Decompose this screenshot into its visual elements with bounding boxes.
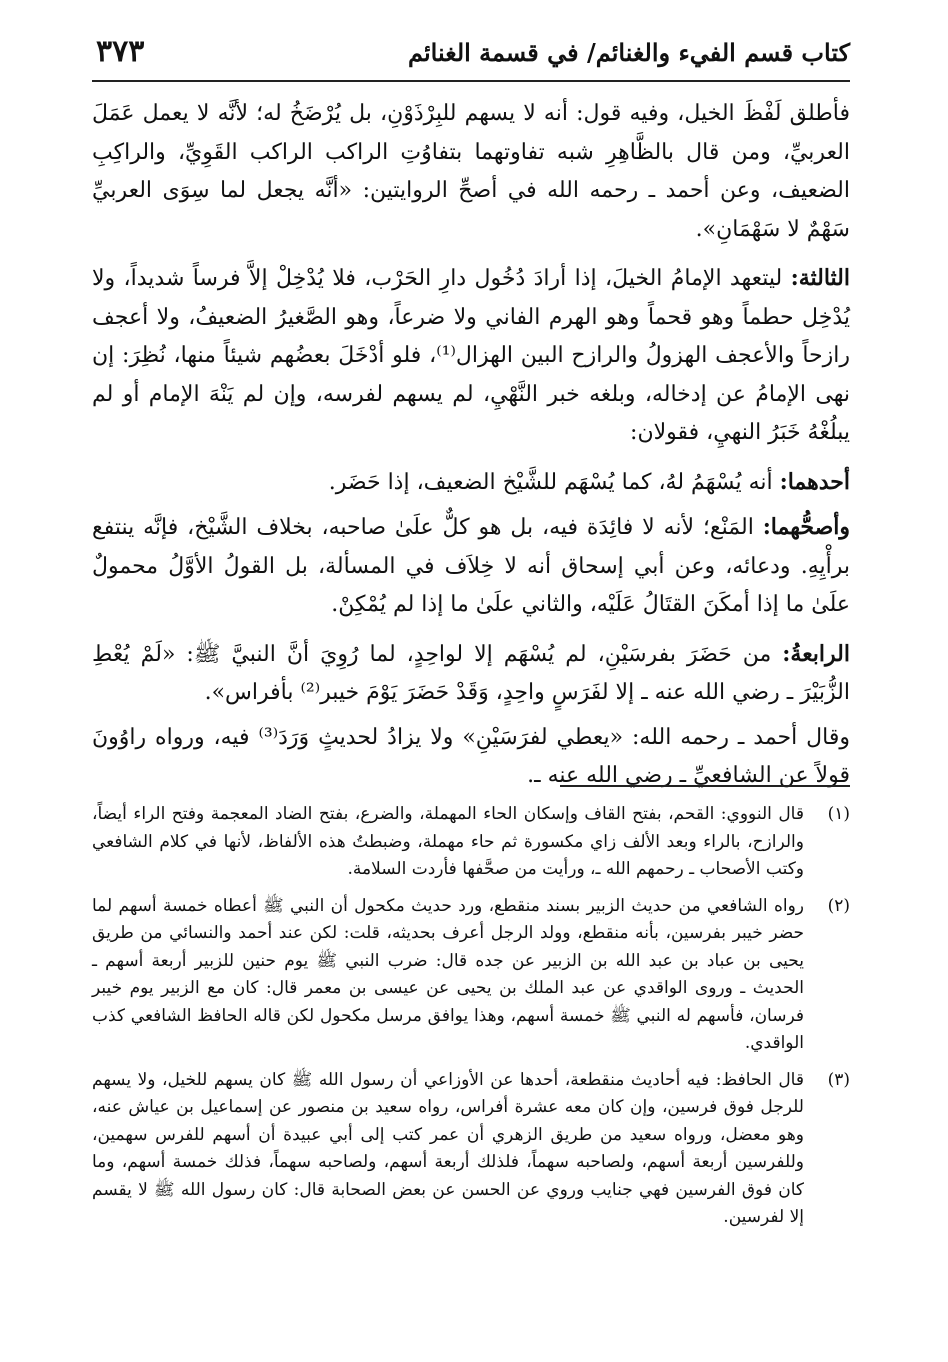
footnote-2 xyxy=(92,893,850,1058)
running-title: كتاب قسم الفيء والغنائم/ في قسمة الغنائم xyxy=(408,38,850,67)
paragraph-lead: وأصحُّهما: xyxy=(762,514,850,540)
paragraph-text: المَنْع؛ لأنه لا فائِدَة فيه، بل هو كلٌّ علَىٰ صاحبه، بخلاف الشَّيْخ، فإنَّه ينتفع برأْيِهِ. ودعائه، وعن أبي إسحاق أنه لا خِلاَف في المسألة، بل القولُ الأوَّلُ محمولٌ علَىٰ ما إذا أمكَنَ القتَالُ عَلَيْه، والثاني علَىٰ ما إذا لم يُمْكِنْ. xyxy=(92,515,850,617)
paragraph-third-issue xyxy=(92,259,850,453)
page-header xyxy=(92,30,850,82)
footnote-number: (١) xyxy=(827,804,850,824)
footnotes xyxy=(92,785,850,1241)
footnote-text: قال النووي: القحم، بفتح القاف وإسكان الحاء المهملة، والضرع، بفتح الضاد المعجمة وفتح الراء أيضاً، والرازح، بالراء وبعد الألف زاي مكسورة ثم حاء مهملة، وضبطتُ هذه الألفاظ، لأنها في كلام الشافعي وكتب الأصحاب ـ رحمهم الله ـ، ورأيت من صحَّفها فأردت السلامة. xyxy=(92,804,804,879)
paragraph-lead: أحدهما: xyxy=(779,468,850,495)
footnote-number: (٢) xyxy=(827,895,850,916)
paragraph-fourth-issue xyxy=(92,635,850,713)
paragraph-ahmad-view: وقال أحمد ـ رحمه الله: «يعطي لفرَسَيْنِ» ولا يزادُ لحديثٍ وَرَدَ⁽³⁾ فيه، ورواه راوُونَ قولاً عن الشافعيِّ ـ رضي الله عنه ـ. xyxy=(92,724,850,788)
footnote-number: (٣) xyxy=(827,1069,850,1090)
footnote-3 xyxy=(92,1067,850,1232)
page-number: ٣٧٣ xyxy=(96,34,145,69)
main-text xyxy=(92,95,850,806)
paragraph-text: من حَضَرَ بفرسَيْنِ، لم يُسْهَم إلا لواحِدٍ، لما رُوِيَ أنَّ النبيَّ ﷺ: «لَمْ يُعْطِ الزُّبَيْرَ ـ رضي الله عنه ـ إلا لفَرَسٍ واحِدٍ، وَقَدْ حَضَرَ يَوْمَ خيبر⁽²⁾ بأفراس». xyxy=(92,641,850,705)
footnote-text: رواه الشافعي من حديث الزبير بسند منقطع، ورد حديث مكحول أن النبي ﷺ أعطاه خمسة أسهم لما حضر خيبر بفرسين، بأنه منقطع، وولد الرجل أعرف بحديثه، قلت: لكن عند أحمد والنسائي من طريق يحيى بن عباد بن عبد الله بن الزبير عن جده قال: ضرب النبي ﷺ يوم حنين للزبير أربعة أسهم ـ الحديث ـ وروى الواقدي عن عبد الملك بن يحيى عن عيسى بن معمر قال: كان مع الزبير يوم خيبر فرسان، فأسهم له النبي ﷺ خمسة أسهم، وهذا يوافق مرسل مكحول لكن قاله الحافظ الشافعي كذب الواقدي. xyxy=(92,895,804,1053)
footnote-1 xyxy=(92,801,850,884)
paragraph-text: أنه يُسْهَمُ لهُ، كما يُسْهَم للشَّيْخ الضعيف، إذا حَضَر. xyxy=(328,469,780,495)
paragraph-1: فأطلق لَفْظَ الخيل، وفيه قول: أنه لا يسهم للبِرْذَوْنِ، بل يُرْضَخُ له؛ لأنَّه لا يعمل عَمَلَ العربيِّ، ومن قال بالظَّاهِرِ شبه تفاوتهما بتفاوُتِ الراكب الراكب القَوِيِّ، والراكِبِ الضعيف، وعن أحمد ـ رحمه الله في أصحِّ الروايتين: «أنَّه يجعل لما سِوَى العربيِّ سَهْمٌ لا سَهْمَانِ». xyxy=(92,101,850,242)
paragraph-lead: الرابعةُ: xyxy=(782,640,850,667)
footnote-text: قال الحافظ: فيه أحاديث منقطعة، أحدها عن الأوزاعي أن رسول الله ﷺ كان يسهم للخيل، ولا يسهم للرجل فوق فرسين، وإن كان معه عشرة أفراس، رواه سعيد بن منصور عن إسماعيل بن عياش عنه، وهو معضل، ورواه سعيد من طريق الزهري أن عمر كتب إلى أبي عبيدة أن أسهم للفرس سهمين، وللفرسين أربعة أسهم، ولصاحبه سهماً، فلذلك أربعة أسهم، ولصاحبه سهماً، فذلك خمسة أسهم، وما كان فوق الفرسين فهي جنايب وروي عن الحسن عن بعض الصحابة قال: كان رسول الله ﷺ لا يقسم إلا لفرسين. xyxy=(92,1069,804,1227)
footnote-divider xyxy=(560,785,850,787)
paragraph-correct-opinion xyxy=(92,508,850,625)
paragraph-first-opinion xyxy=(92,463,850,503)
paragraph-lead: الثالثة: xyxy=(790,265,850,291)
paragraph-text: ليتعهد الإمامُ الخيلَ، إذا أرادَ دُخُول دارِ الحَرْب، فلا يُدْخِلْ إلاَّ فرساً شديداً، ولا يُدْخِل حطماً وهو قحماً وهو الهرم الفاني ولا ضرعاً، وهو الصَّغيرُ الضعيفُ، ولا أعجف رازحاً والأعجف الهزولُ والرازح البين الهزال⁽¹⁾، فلو أدْخَلَ بعضُهم شيئاً منها، نُظِرَ: إن نهى الإمامُ عن إدخاله، وبلغه خبر النَّهْيِ، لم يسهم لفرسه، وإن لم يَنْهَ الإمام أو لم يبلُغْهُ خَبَرُ النهيِ، فقولان: xyxy=(92,266,850,445)
